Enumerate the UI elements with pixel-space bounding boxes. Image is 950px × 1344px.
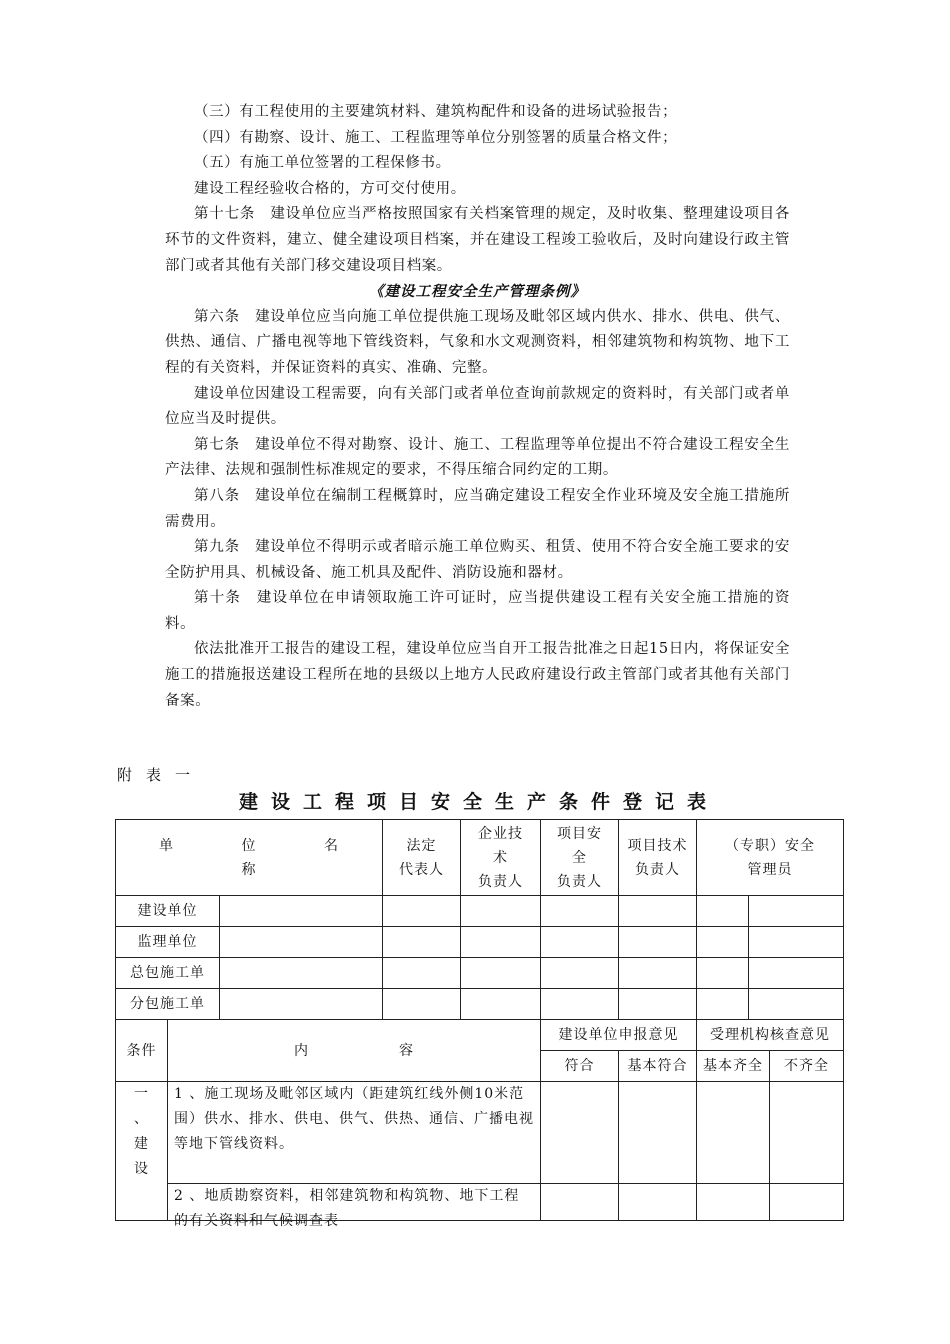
- condition-item-text-inner: 2 、地质勘察资料，相邻建筑物和构筑物、地下工程的有关资料和气候调查表: [174, 1188, 520, 1229]
- safety-manager-header: [697, 820, 844, 896]
- unit-label: 总包施工单: [116, 958, 220, 989]
- header-text: 负责人: [478, 873, 524, 890]
- basic-conform-header: 基本符合: [619, 1051, 697, 1082]
- condition-label: [116, 1082, 168, 1221]
- paragraph-article-7: 第七条 建设单位不得对勘察、设计、施工、工程监理等单位提出不符合建设工程安全生产法律、法规和强制性标准规定的要求，不得压缩合同约定的工期。: [165, 436, 790, 479]
- conform-header: 符合: [541, 1051, 619, 1082]
- header-text: 内: [294, 1042, 309, 1059]
- table-cell[interactable]: [697, 1082, 770, 1184]
- table-cell[interactable]: [749, 958, 844, 989]
- table-row: [116, 1082, 844, 1184]
- declare-opinion-header: 建设单位申报意见: [541, 1020, 697, 1051]
- table-row: [116, 896, 844, 927]
- paragraph-item-3: （三）有工程使用的主要建筑材料、建筑构配件和设备的进场试验报告；: [194, 104, 678, 120]
- appendix-label: 附表一: [117, 766, 205, 784]
- table-cell[interactable]: [749, 927, 844, 958]
- paragraph-article-9: 第九条 建设单位不得明示或者暗示施工单位购买、租赁、使用不符合安全施工要求的安全防护用具、机械设备、施工机具及配件、消防设施和器材。: [165, 539, 790, 581]
- condition-header: 条件: [116, 1020, 168, 1082]
- header-text: 项目安: [557, 825, 603, 842]
- header-text: 企业技: [478, 825, 524, 842]
- table-cell[interactable]: [461, 927, 541, 958]
- safety-lead-header: [541, 820, 619, 896]
- paragraph-article-10: 第十条 建设单位在申请领取施工许可证时，应当提供建设工程有关安全施工措施的资料。: [165, 590, 790, 632]
- condition-item-text: 1 、施工现场及毗邻区域内（距建筑红线外侧10米范围）供水、排水、供电、供气、供热、通信、广播电视等地下管线资料。: [168, 1082, 541, 1184]
- table-row: [116, 927, 844, 958]
- paragraph-article-8: 第八条 建设单位在编制工程概算时，应当确定建设工程安全作业环境及安全施工措施所需费用。: [165, 487, 790, 530]
- table-cell[interactable]: [383, 927, 461, 958]
- header-text: 名: [324, 837, 339, 854]
- table-cell[interactable]: [770, 1082, 844, 1184]
- table-cell[interactable]: [541, 896, 619, 927]
- table-cell[interactable]: [697, 1184, 770, 1221]
- registration-table: [115, 819, 844, 1229]
- table-cell[interactable]: [541, 989, 619, 1020]
- condition-char: 一: [134, 1086, 149, 1102]
- review-opinion-header: 受理机构核查意见: [697, 1020, 844, 1051]
- body-text: [165, 100, 790, 714]
- table-cell[interactable]: [383, 896, 461, 927]
- table-cell[interactable]: [619, 896, 697, 927]
- table-row: [116, 1184, 844, 1221]
- table-cell[interactable]: [619, 1184, 697, 1221]
- table-title: 建设工程项目安全生产条件登记表: [238, 791, 719, 813]
- header-text: 管理员: [747, 861, 793, 878]
- header-text: 术: [493, 849, 509, 866]
- condition-item-text: [168, 1184, 541, 1229]
- incomplete-header: 不齐全: [770, 1051, 844, 1082]
- table-cell[interactable]: [383, 989, 461, 1020]
- table-cell[interactable]: [541, 927, 619, 958]
- table-cell[interactable]: [697, 989, 749, 1020]
- header-text: 法定: [406, 837, 437, 854]
- basic-complete-header: 基本齐全: [697, 1051, 770, 1082]
- table-cell[interactable]: [541, 958, 619, 989]
- header-text: 称: [241, 861, 257, 878]
- header-text: （专职）安全: [725, 837, 816, 854]
- tech-lead-header: [461, 820, 541, 896]
- table-row: [116, 989, 844, 1020]
- paragraph-acceptance: 建设工程经验收合格的，方可交付使用。: [194, 180, 466, 197]
- table-cell[interactable]: [220, 989, 383, 1020]
- unit-header-row: [116, 820, 844, 896]
- paragraph-article-17: 第十七条 建设单位应当严格按照国家有关档案管理的规定，及时收集、整理建设项目各环节的文件资料，建立、健全建设项目档案，并在建设工程竣工验收后，及时向建设行政主管部门或者其他有关部门移交建设项目档案。: [165, 206, 790, 274]
- table-cell[interactable]: [220, 896, 383, 927]
- header-text: 单: [159, 837, 174, 854]
- table-cell[interactable]: [383, 958, 461, 989]
- condition-header-row: [116, 1020, 844, 1051]
- unit-label: 分包施工单: [116, 989, 220, 1020]
- paragraph-item-4: （四）有勘察、设计、施工、工程监理等单位分别签署的质量合格文件；: [194, 129, 678, 146]
- table-row: [116, 958, 844, 989]
- content-header: [168, 1020, 541, 1082]
- table-cell[interactable]: [770, 1184, 844, 1221]
- table-cell[interactable]: [541, 1082, 619, 1184]
- table-cell[interactable]: [461, 958, 541, 989]
- table-cell[interactable]: [697, 958, 749, 989]
- table-cell[interactable]: [220, 927, 383, 958]
- regulation-heading: 《建设工程安全生产管理条例》: [369, 283, 586, 301]
- unit-name-header: [116, 820, 383, 896]
- condition-char: 、: [134, 1111, 149, 1127]
- paragraph-article-6: 第六条 建设单位应当向施工单位提供施工现场及毗邻区域内供水、排水、供电、供气、供热、通信、广播电视等地下管线资料，气象和水文观测资料，相邻建筑物和构筑物、地下工程的有关资料，并保证资料的真实、准确、完整。: [165, 308, 790, 376]
- header-text: 负责人: [635, 861, 681, 878]
- paragraph-article-10-b: 依法批准开工报告的建设工程，建设单位应当自开工报告批准之日起15日内，将保证安全施工的措施报送建设工程所在地的县级以上地方人民政府建设行政主管部门或者其他有关部门备案。: [165, 641, 790, 709]
- table-cell[interactable]: [541, 1184, 619, 1221]
- unit-label: 监理单位: [116, 927, 220, 958]
- legal-rep-header: [383, 820, 461, 896]
- header-text: 容: [399, 1042, 414, 1059]
- unit-label: 建设单位: [116, 896, 220, 927]
- table-cell[interactable]: [619, 958, 697, 989]
- header-text: 项目技术: [627, 837, 688, 854]
- condition-char: 建: [134, 1136, 149, 1152]
- header-text: 位: [241, 837, 257, 854]
- condition-char: 设: [134, 1161, 149, 1177]
- table-cell[interactable]: [619, 989, 697, 1020]
- paragraph-article-6-b: 建设单位因建设工程需要，向有关部门或者单位查询前款规定的资料时，有关部门或者单位应当及时提供。: [165, 385, 790, 428]
- paragraph-item-5: （五）有施工单位签署的工程保修书。: [194, 155, 451, 172]
- table-cell[interactable]: [461, 896, 541, 927]
- project-tech-header: [619, 820, 697, 896]
- table-cell[interactable]: [619, 1082, 697, 1184]
- header-text: 代表人: [399, 861, 445, 878]
- table-cell[interactable]: [461, 989, 541, 1020]
- table-cell[interactable]: [697, 927, 749, 958]
- table-cell[interactable]: [749, 989, 844, 1020]
- table-cell[interactable]: [697, 896, 749, 927]
- table-cell[interactable]: [619, 927, 697, 958]
- header-text: 负责人: [557, 873, 603, 890]
- table-cell[interactable]: [749, 896, 844, 927]
- header-text: 全: [572, 849, 588, 866]
- table-cell[interactable]: [220, 958, 383, 989]
